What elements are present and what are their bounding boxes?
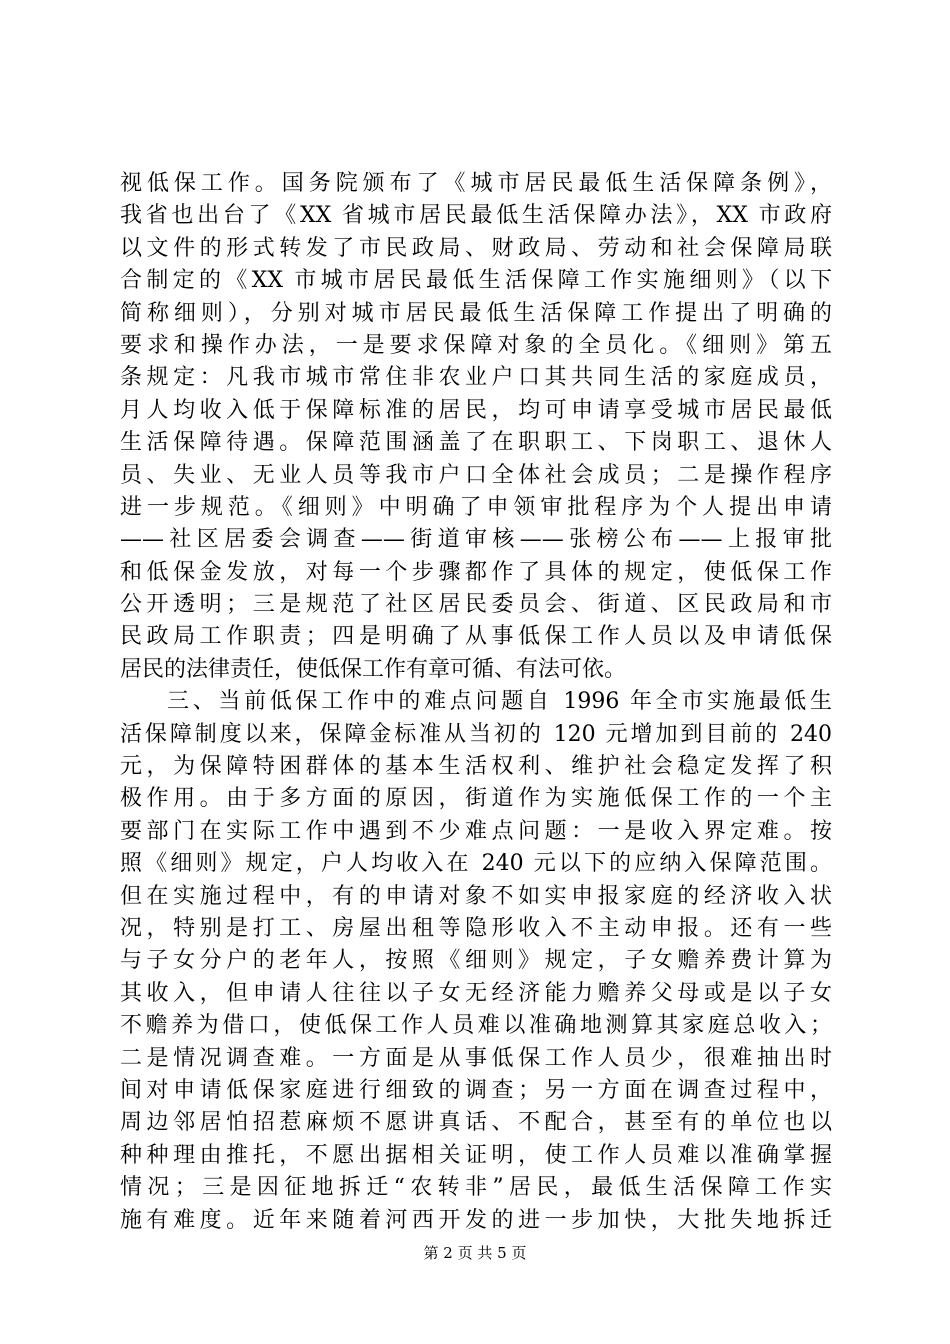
text-line: 月人均收入低于保障标准的居民，均可申请享受城市居民最低 [120, 397, 832, 423]
text-line: 员、失业、无业人员等我市户口全体社会成员；二是操作程序 [120, 462, 832, 488]
page-number-footer: 第 2 页 共 5 页 [423, 1244, 527, 1262]
text-line: 施有难度。近年来随着河西开发的进一步加快，大批失地拆迁 [120, 1207, 832, 1233]
text-line: 三、当前低保工作中的难点问题自 1996 年全市实施最低生 [167, 689, 832, 715]
text-line: 极作用。由于多方面的原因，街道作为实施低保工作的一个主 [120, 786, 832, 812]
text-line: 不赡养为借口，使低保工作人员难以准确地测算其家庭总收入； [120, 1013, 832, 1039]
text-line: 和低保金发放，对每一个步骤都作了具体的规定，使低保工作 [120, 559, 832, 585]
document-body [120, 168, 832, 1237]
text-line: 公开透明；三是规范了社区居民委员会、街道、区民政局和市 [120, 592, 832, 618]
text-line: 要求和操作办法，一是要求保障对象的全员化。《细则》第五 [120, 332, 832, 358]
text-line: 进一步规范。《细则》中明确了申领审批程序为个人提出申请 [120, 494, 832, 520]
text-line: 合制定的《XX 市城市居民最低生活保障工作实施细则》（以下 [120, 268, 832, 294]
text-line: 活保障制度以来，保障金标准从当初的 120 元增加到目前的 240 [120, 721, 832, 747]
text-line: 以文件的形式转发了市民政局、财政局、劳动和社会保障局联 [120, 235, 832, 261]
text-line: 居民的法律责任，使低保工作有章可循、有法可依。 [120, 656, 627, 682]
text-line: 二是情况调查难。一方面是从事低保工作人员少，很难抽出时 [120, 1045, 832, 1071]
text-line: 其收入，但申请人往往以子女无经济能力赡养父母或是以子女 [120, 980, 832, 1006]
text-line: 视低保工作。国务院颁布了《城市居民最低生活保障条例》， [120, 171, 832, 196]
text-line: 生活保障待遇。保障范围涵盖了在职职工、下岗职工、退休人 [120, 430, 832, 456]
text-line: 照《细则》规定，户人均收入在 240 元以下的应纳入保障范围。 [120, 851, 832, 877]
text-line: 要部门在实际工作中遇到不少难点问题：一是收入界定难。按 [120, 818, 832, 844]
text-line: 种种理由推托，不愿出据相关证明，使工作人员难以准确掌握 [120, 1142, 832, 1168]
text-line: 但在实施过程中，有的申请对象不如实申报家庭的经济收入状 [120, 883, 832, 909]
paragraph-1 [120, 168, 832, 686]
text-line: ——社区居委会调查——街道审核——张榜公布——上报审批 [120, 527, 832, 553]
text-line: 元，为保障特困群体的基本生活权利、维护社会稳定发挥了积 [120, 754, 832, 780]
text-line: 条规定：凡我市城市常住非农业户口其共同生活的家庭成员， [120, 365, 832, 391]
text-line: 周边邻居怕招惹麻烦不愿讲真话、不配合，甚至有的单位也以 [120, 1110, 832, 1136]
text-line: 简称细则），分别对城市居民最低生活保障工作提出了明确的 [120, 300, 832, 326]
text-line: 间对申请低保家庭进行细致的调查；另一方面在调查过程中， [120, 1077, 832, 1103]
text-line: 况，特别是打工、房屋出租等隐形收入不主动申报。还有一些 [120, 915, 832, 941]
text-line: 与子女分户的老年人，按照《细则》规定，子女赡养费计算为 [120, 948, 832, 974]
text-line: 情况；三是因征地拆迁“农转非”居民，最低生活保障工作实 [120, 1175, 832, 1201]
paragraph-2 [120, 686, 832, 1237]
text-line: 我省也出台了《XX 省城市居民最低生活保障办法》，XX 市政府 [120, 203, 832, 229]
text-line: 民政局工作职责；四是明确了从事低保工作人员以及申请低保 [120, 624, 832, 650]
